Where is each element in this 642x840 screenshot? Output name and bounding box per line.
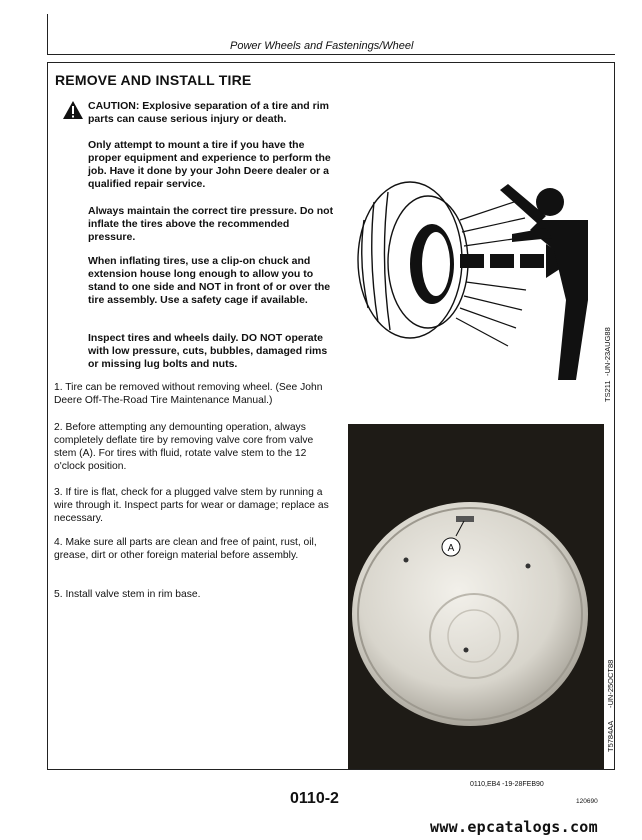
step-item: 5. Install valve stem in rim base. [54, 589, 201, 600]
figure-code: TS211 [603, 380, 612, 402]
warning-icon [62, 100, 84, 120]
figure-code: -UN-25OCT88 [606, 659, 615, 708]
wheel-rim-photo [348, 424, 604, 769]
page-number: 0110-2 [290, 790, 339, 807]
small-code: 120690 [576, 798, 598, 805]
website-link[interactable]: www.epcatalogs.com [430, 818, 598, 836]
section-title: REMOVE AND INSTALL TIRE [55, 72, 252, 88]
figure-code: -UN-23AUG88 [603, 327, 612, 376]
rim-image [348, 424, 604, 769]
warning-paragraph: Always maintain the correct tire pressure. Do not inflate the tires above the recommended pressure. [88, 205, 334, 243]
page-header: Power Wheels and Fastenings/Wheel [230, 40, 414, 52]
callout-label: A [447, 543, 455, 554]
step-item: 3. If tire is flat, check for a plugged valve stem by running a wire through it. Inspect parts for wear or damage; replace as necessary. [54, 487, 329, 524]
figure-code: T5784AA [606, 720, 615, 752]
step-item: 2. Before attempting any demounting operation, always completely deflate tire by removing valve core from valve stem (A). For tires with fluid, rotate valve stem to the 12 o'clock position. [54, 422, 314, 472]
warning-paragraph: When inflating tires, use a clip-on chuck and extension house long enough to allow you to stand to one side and NOT in front of or over the tire assembly. Use a safety cage if available. [88, 255, 331, 306]
document-code: 0110,EB4 -19-28FEB90 [470, 781, 544, 788]
tire-explosion-illustration [340, 150, 595, 380]
header-left-rule [47, 14, 48, 54]
warning-paragraph: Only attempt to mount a tire if you have the proper equipment and experience to perform the job. Have it done by your John Deere dealer or a qualified repair service. [88, 139, 331, 190]
step-item: 1. Tire can be removed without removing wheel. (See John Deere Off-The-Road Tire Maintenance Manual.) [54, 382, 323, 406]
warning-paragraph: Inspect tires and wheels daily. DO NOT operate with low pressure, cuts, bubbles, damaged rims or missing lug bolts and nuts. [88, 332, 328, 370]
step-item: 4. Make sure all parts are clean and free of paint, rust, oil, grease, dirt or other foreign material before assembly. [54, 537, 317, 561]
caution-text: CAUTION: Explosive separation of a tire and rim parts can cause serious injury or death. [88, 100, 329, 125]
header-rule [47, 54, 615, 55]
